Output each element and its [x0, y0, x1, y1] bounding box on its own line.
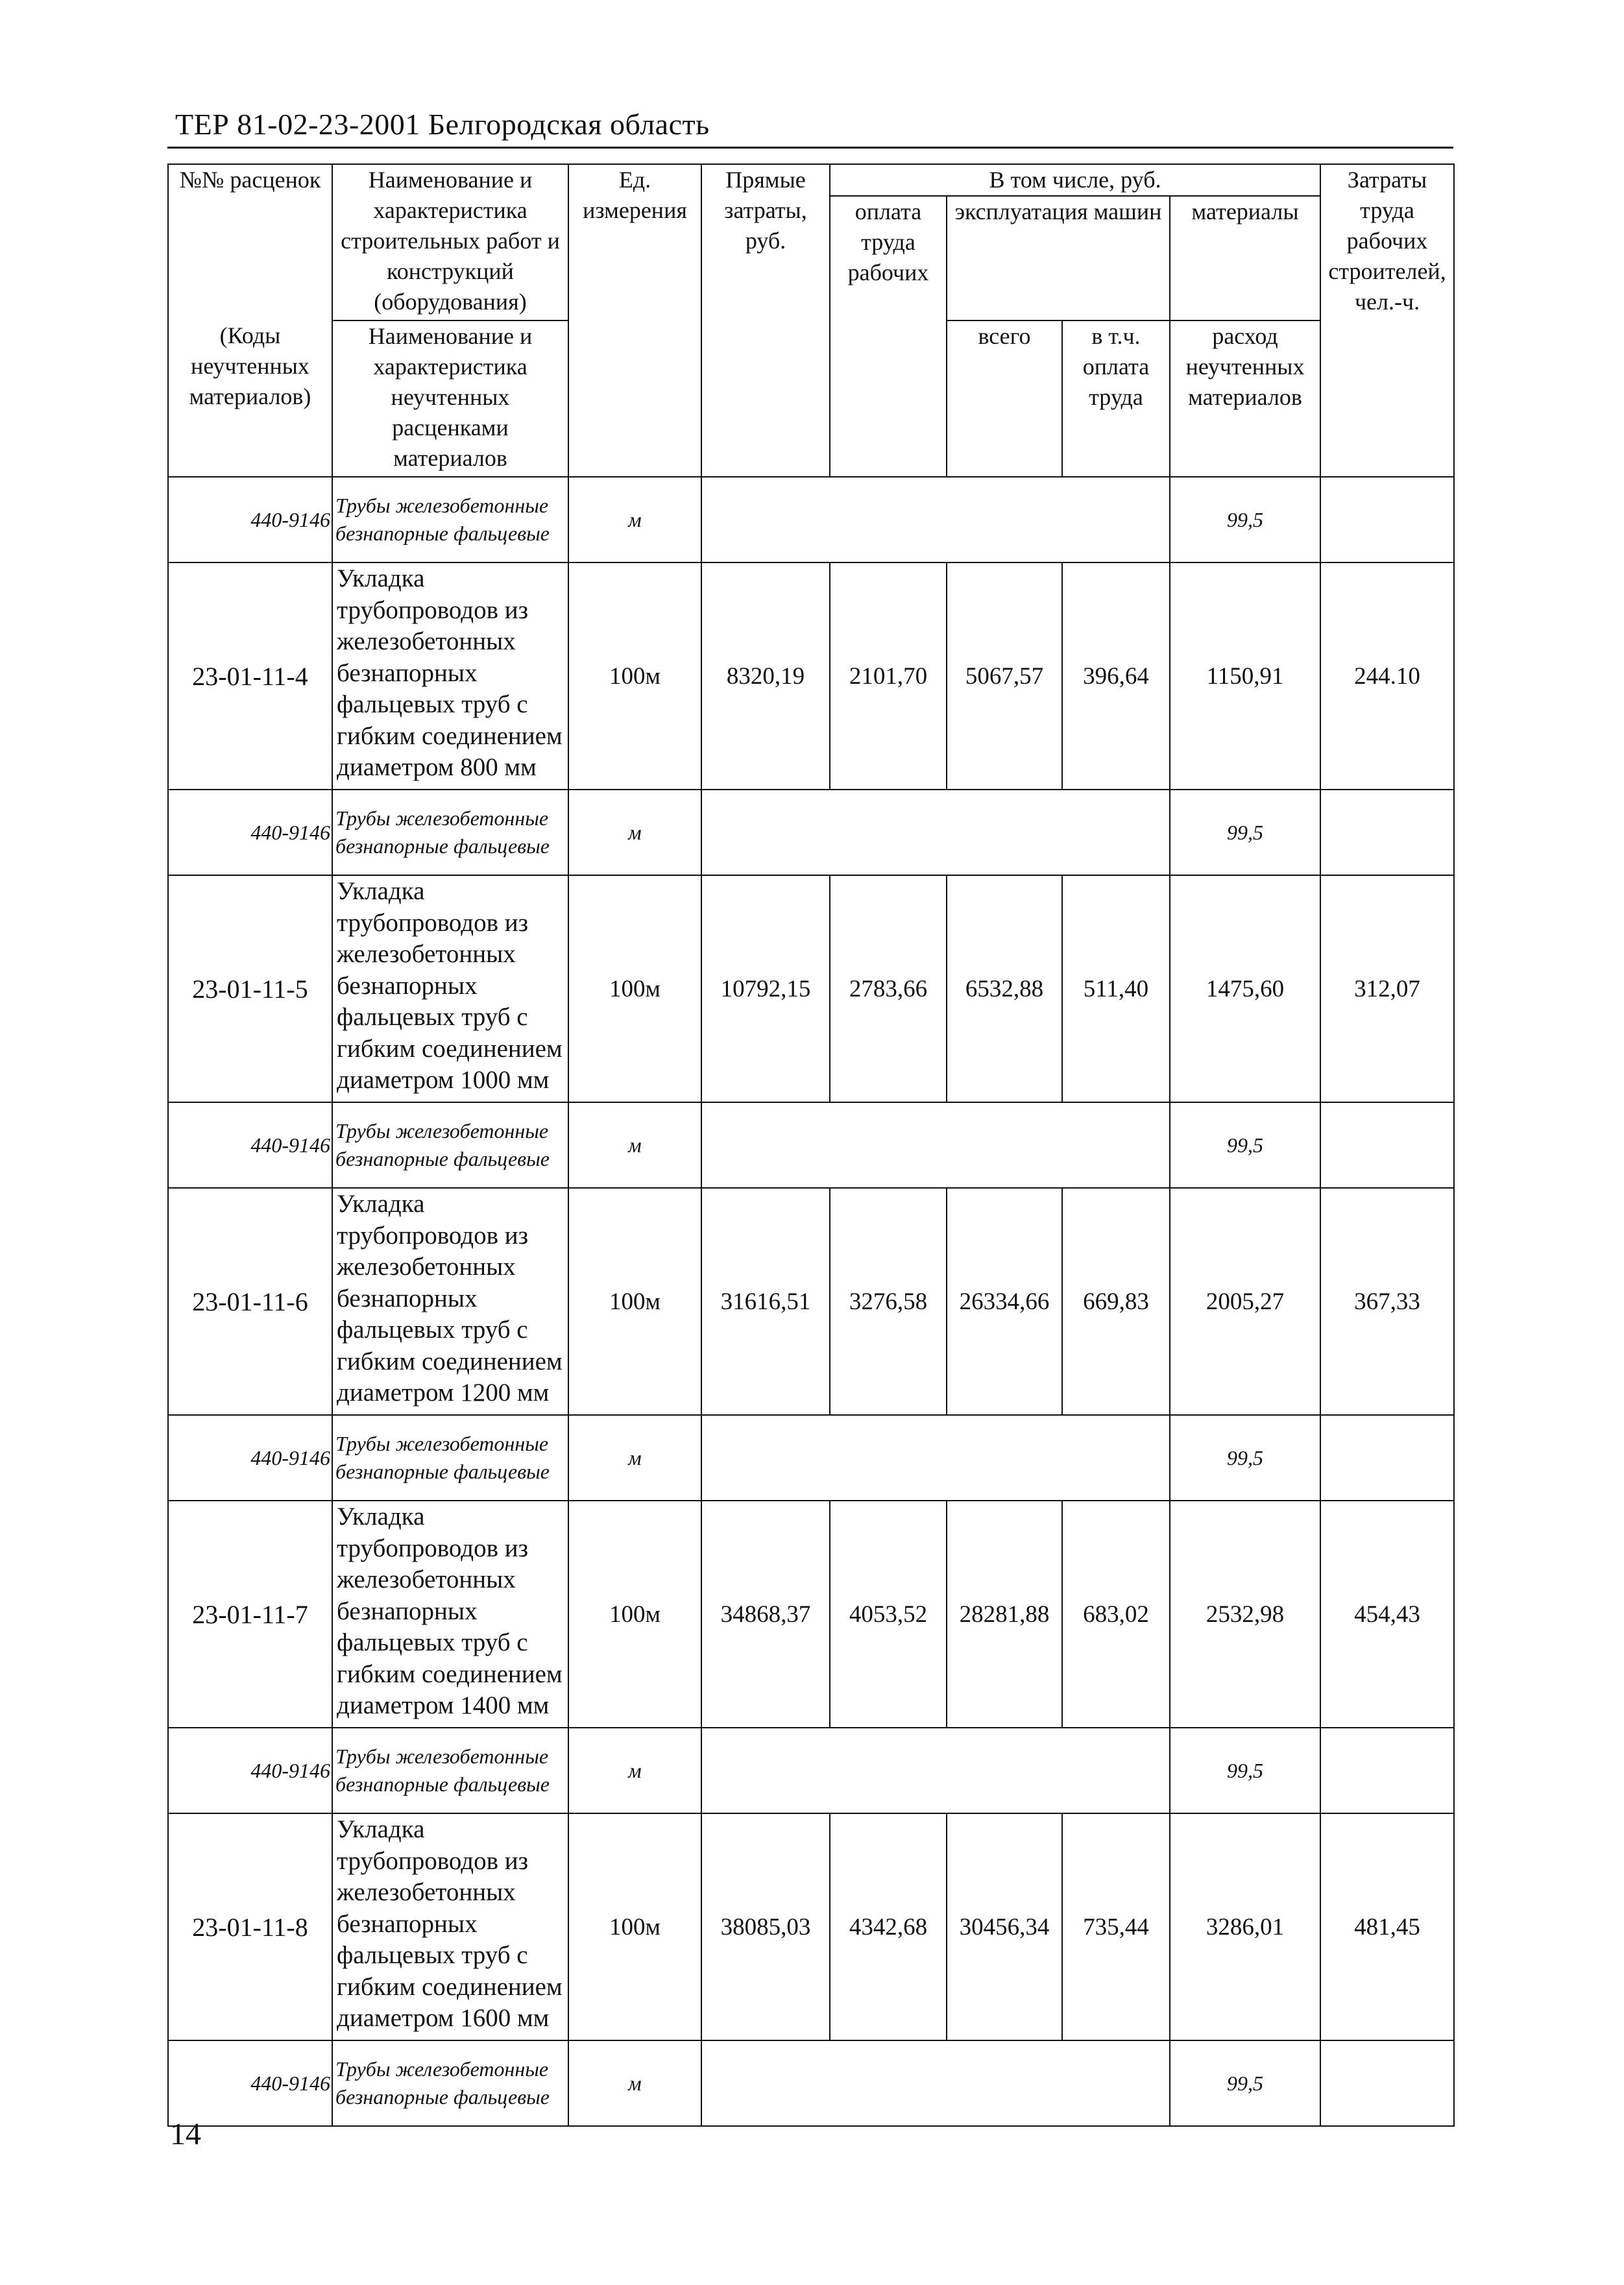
rate-mach-total: 6532,88 — [947, 875, 1062, 1102]
material-blank — [701, 477, 1170, 562]
col-code-header: №№ расценок — [168, 164, 332, 320]
rate-mach-total: 5067,57 — [947, 562, 1062, 790]
material-usage: 99,5 — [1170, 1102, 1320, 1188]
material-unit: м — [568, 477, 701, 562]
material-name: Трубы железобетонные безнапорные фальцевые — [332, 2040, 568, 2126]
rate-name: Укладка трубопроводов из железобетонных безнапорных фальцевых труб с гибким соединением диаметром 1400 мм — [332, 1501, 568, 1728]
rate-mach-labor: 511,40 — [1062, 875, 1170, 1102]
rate-materials: 1475,60 — [1170, 875, 1320, 1102]
material-blank-end — [1320, 1102, 1454, 1188]
col-incl-header: В том числе, руб. — [830, 164, 1320, 196]
material-row — [168, 790, 1454, 875]
rate-labor: 2783,66 — [830, 875, 947, 1102]
col-mach-labor-header: в т.ч. оплата труда — [1062, 320, 1170, 477]
rate-hours: 367,33 — [1320, 1188, 1454, 1415]
table-row — [168, 1188, 1454, 1415]
rate-mach-labor: 735,44 — [1062, 1813, 1170, 2040]
header-row-1 — [168, 164, 1454, 196]
rate-name: Укладка трубопроводов из железобетонных безнапорных фальцевых труб с гибким соединением диаметром 1000 мм — [332, 875, 568, 1102]
rate-code: 23-01-11-8 — [168, 1813, 332, 2040]
rate-labor: 2101,70 — [830, 562, 947, 790]
material-usage: 99,5 — [1170, 2040, 1320, 2126]
col-labor-header: оплата труда рабочих — [830, 196, 947, 477]
material-code: 440-9146 — [168, 477, 332, 562]
material-name: Трубы железобетонные безнапорные фальцевые — [332, 1102, 568, 1188]
rate-labor: 3276,58 — [830, 1188, 947, 1415]
material-row — [168, 477, 1454, 562]
page-header: ТЕР 81-02-23-2001 Белгородская область — [175, 108, 710, 141]
material-row — [168, 1102, 1454, 1188]
material-blank-end — [1320, 790, 1454, 875]
rate-mach-labor: 669,83 — [1062, 1188, 1170, 1415]
material-blank — [701, 2040, 1170, 2126]
rate-mach-total: 26334,66 — [947, 1188, 1062, 1415]
material-usage: 99,5 — [1170, 477, 1320, 562]
material-blank — [701, 1728, 1170, 1813]
rate-hours: 454,43 — [1320, 1501, 1454, 1728]
material-name: Трубы железобетонные безнапорные фальцевые — [332, 1728, 568, 1813]
col-materials-header: материалы — [1170, 196, 1320, 320]
col-direct-header: Прямые затраты, руб. — [701, 164, 830, 477]
rate-labor: 4053,52 — [830, 1501, 947, 1728]
rate-direct: 38085,03 — [701, 1813, 830, 2040]
rate-name: Укладка трубопроводов из железобетонных безнапорных фальцевых труб с гибким соединением диаметром 1200 мм — [332, 1188, 568, 1415]
rate-materials: 2532,98 — [1170, 1501, 1320, 1728]
material-unit: м — [568, 2040, 701, 2126]
rate-name: Укладка трубопроводов из железобетонных безнапорных фальцевых труб с гибким соединением диаметром 1600 мм — [332, 1813, 568, 2040]
header-rule — [167, 147, 1453, 149]
rate-materials: 1150,91 — [1170, 562, 1320, 790]
rate-mach-labor: 683,02 — [1062, 1501, 1170, 1728]
rate-code: 23-01-11-6 — [168, 1188, 332, 1415]
material-code: 440-9146 — [168, 2040, 332, 2126]
material-blank-end — [1320, 1728, 1454, 1813]
col-hours-header: Затраты труда рабочих строителей, чел.-ч. — [1320, 164, 1454, 477]
rate-direct: 8320,19 — [701, 562, 830, 790]
page-number: 14 — [170, 2117, 201, 2151]
rate-materials: 2005,27 — [1170, 1188, 1320, 1415]
material-code: 440-9146 — [168, 1102, 332, 1188]
rates-table — [167, 163, 1455, 2127]
rate-name: Укладка трубопроводов из железобетонных безнапорных фальцевых труб с гибким соединением диаметром 800 мм — [332, 562, 568, 790]
col-unit-header: Ед. измерения — [568, 164, 701, 477]
rate-code: 23-01-11-5 — [168, 875, 332, 1102]
rate-mach-total: 28281,88 — [947, 1501, 1062, 1728]
table-row — [168, 562, 1454, 790]
material-name: Трубы железобетонные безнапорные фальцевые — [332, 1415, 568, 1501]
rate-direct: 31616,51 — [701, 1188, 830, 1415]
material-blank — [701, 1415, 1170, 1501]
col-code2-header: (Коды неучтенных материалов) — [168, 320, 332, 477]
material-blank-end — [1320, 477, 1454, 562]
material-row — [168, 1728, 1454, 1813]
material-code: 440-9146 — [168, 1415, 332, 1501]
material-usage: 99,5 — [1170, 790, 1320, 875]
rate-unit: 100м — [568, 1188, 701, 1415]
material-code: 440-9146 — [168, 1728, 332, 1813]
table-row — [168, 1813, 1454, 2040]
rate-mach-total: 30456,34 — [947, 1813, 1062, 2040]
material-blank — [701, 1102, 1170, 1188]
material-blank-end — [1320, 2040, 1454, 2126]
rate-code: 23-01-11-4 — [168, 562, 332, 790]
rate-hours: 481,45 — [1320, 1813, 1454, 2040]
material-row — [168, 2040, 1454, 2126]
rate-code: 23-01-11-7 — [168, 1501, 332, 1728]
rate-unit: 100м — [568, 1501, 701, 1728]
col-name2-header: Наименование и характеристика неучтенных расценками материалов — [332, 320, 568, 477]
col-mach-total-header: всего — [947, 320, 1062, 477]
material-name: Трубы железобетонные безнапорные фальцевые — [332, 790, 568, 875]
rate-direct: 34868,37 — [701, 1501, 830, 1728]
material-usage: 99,5 — [1170, 1728, 1320, 1813]
rate-labor: 4342,68 — [830, 1813, 947, 2040]
rate-direct: 10792,15 — [701, 875, 830, 1102]
rate-materials: 3286,01 — [1170, 1813, 1320, 2040]
table-row — [168, 1501, 1454, 1728]
rate-hours: 244.10 — [1320, 562, 1454, 790]
material-blank — [701, 790, 1170, 875]
material-usage: 99,5 — [1170, 1415, 1320, 1501]
material-row — [168, 1415, 1454, 1501]
rate-unit: 100м — [568, 875, 701, 1102]
material-blank-end — [1320, 1415, 1454, 1501]
material-name: Трубы железобетонные безнапорные фальцевые — [332, 477, 568, 562]
rate-unit: 100м — [568, 562, 701, 790]
rate-hours: 312,07 — [1320, 875, 1454, 1102]
material-unit: м — [568, 790, 701, 875]
material-unit: м — [568, 1728, 701, 1813]
rate-unit: 100м — [568, 1813, 701, 2040]
material-unit: м — [568, 1102, 701, 1188]
material-unit: м — [568, 1415, 701, 1501]
col-machines-header: эксплуатация машин — [947, 196, 1170, 320]
material-code: 440-9146 — [168, 790, 332, 875]
col-mat-usage-header: расход неучтенных материалов — [1170, 320, 1320, 477]
col-name-header: Наименование и характеристика строительных работ и конструкций (оборудования) — [332, 164, 568, 320]
rate-mach-labor: 396,64 — [1062, 562, 1170, 790]
table-row — [168, 875, 1454, 1102]
